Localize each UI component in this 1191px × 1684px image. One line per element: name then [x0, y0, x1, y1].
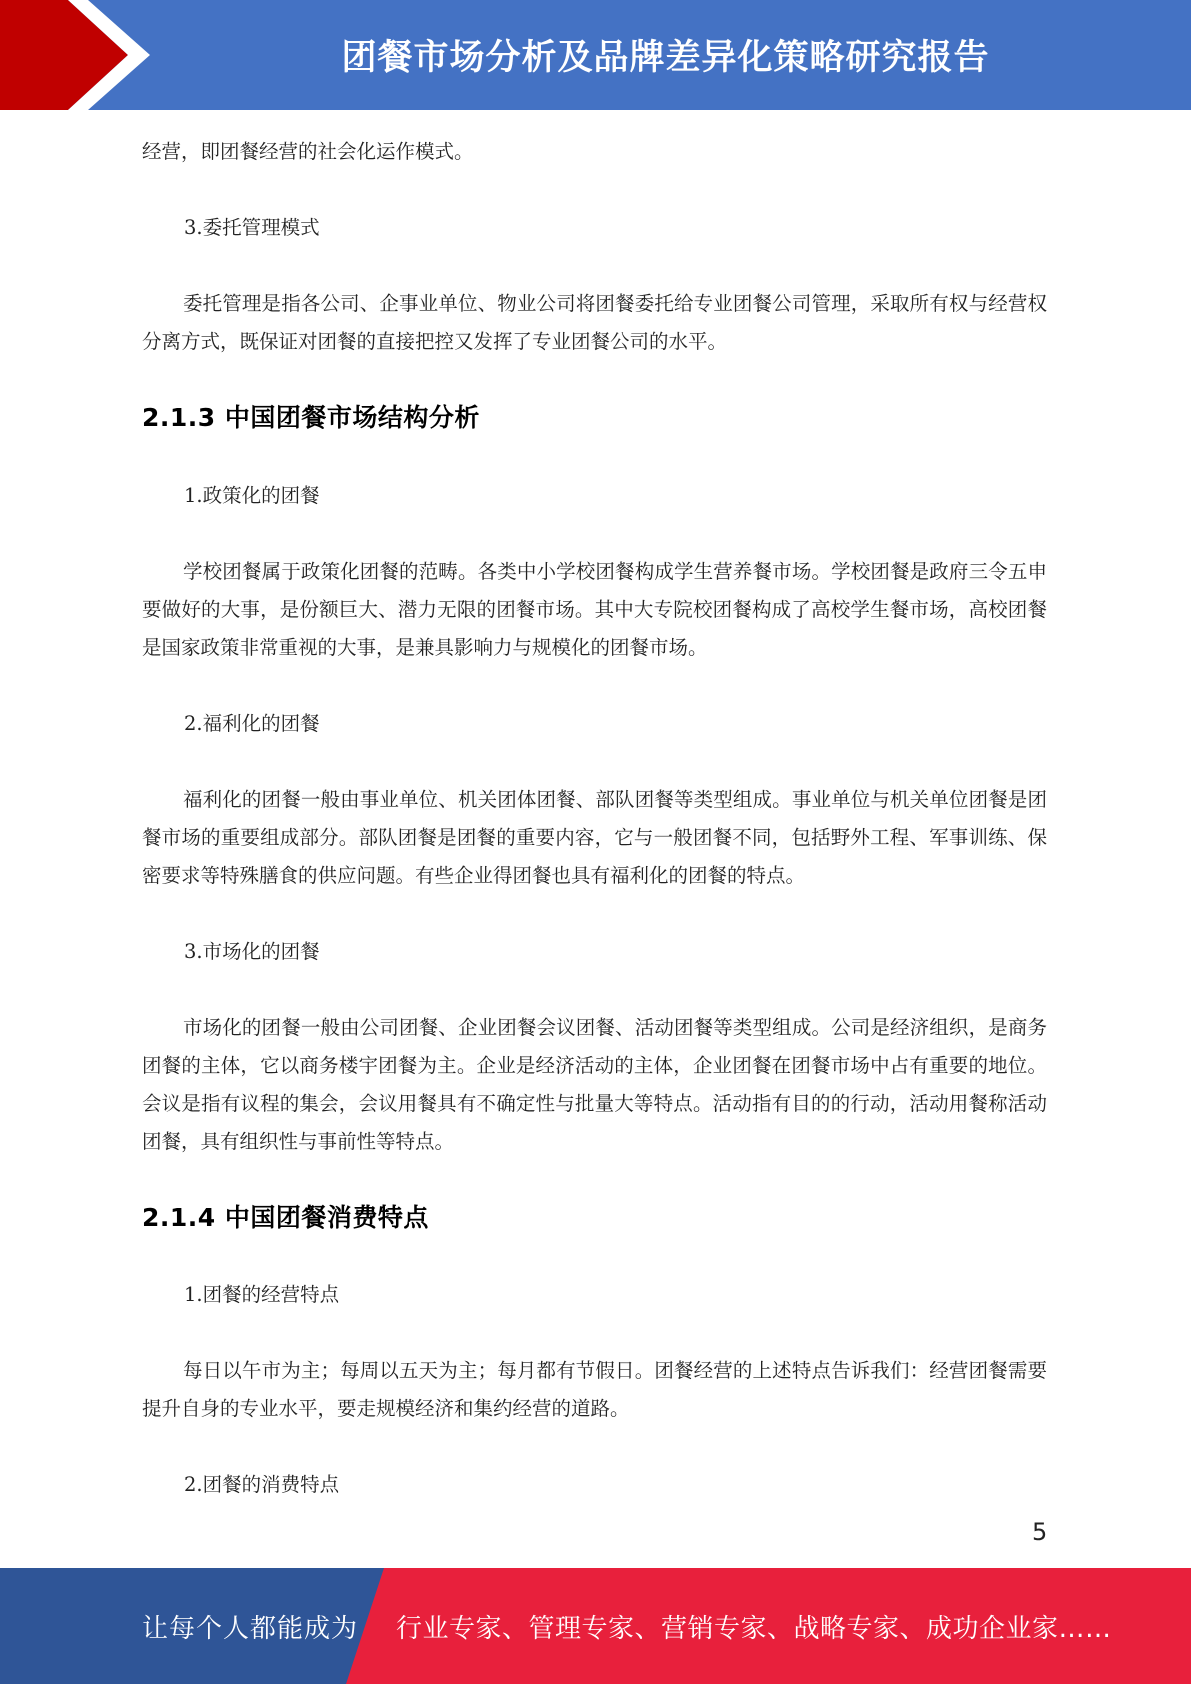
paragraph-operating-features: 每日以午市为主；每周以五天为主；每月都有节假日。团餐经营的上述特点告诉我们：经营团餐需要提升自身的专业水平，要走规模经济和集约经营的道路。	[142, 1359, 1047, 1420]
subheading-delegate-mode: 3.委托管理模式	[184, 216, 320, 239]
paragraph-delegate-mode: 委托管理是指各公司、企事业单位、物业公司将团餐委托给专业团餐公司管理，采取所有权与经营权分离方式，既保证对团餐的直接把控又发挥了专业团餐公司的水平。	[142, 292, 1047, 353]
paragraph-policy-catering: 学校团餐属于政策化团餐的范畴。各类中小学校团餐构成学生营养餐市场。学校团餐是政府三令五申要做好的大事，是份额巨大、潜力无限的团餐市场。其中大专院校团餐构成了高校学生餐市场，高校团餐是国家政策非常重视的大事，是兼具影响力与规模化的团餐市场。	[142, 560, 1047, 659]
report-title: 团餐市场分析及品牌差异化策略研究报告	[341, 38, 990, 78]
subheading-consumption-features: 2.团餐的消费特点	[184, 1473, 340, 1496]
page-number: 5	[1032, 1518, 1048, 1546]
section-heading-2-1-4: 2.1.4 中国团餐消费特点	[142, 1203, 429, 1232]
footer-slogan-right: 行业专家、管理专家、营销专家、战略专家、成功企业家……	[396, 1613, 1112, 1644]
subheading-operating-features: 1.团餐的经营特点	[184, 1283, 340, 1306]
paragraph-market-catering: 市场化的团餐一般由公司团餐、企业团餐会议团餐、活动团餐等类型组成。公司是经济组织，是商务团餐的主体，它以商务楼宇团餐为主。企业是经济活动的主体，企业团餐在团餐市场中占有重要的地位。会议是指有议程的集会，会议用餐具有不确定性与批量大等特点。活动指有目的的行动，活动用餐称活动团餐，具有组织性与事前性等特点。	[142, 1016, 1047, 1153]
paragraph-intro: 经营，即团餐经营的社会化运作模式。	[142, 140, 474, 163]
subheading-policy-catering: 1.政策化的团餐	[184, 484, 320, 507]
header-banner	[0, 0, 1191, 110]
paragraph-welfare-catering: 福利化的团餐一般由事业单位、机关团体团餐、部队团餐等类型组成。事业单位与机关单位团餐是团餐市场的重要组成部分。部队团餐是团餐的重要内容，它与一般团餐不同，包括野外工程、军事训练、保密要求等特殊膳食的供应问题。有些企业得团餐也具有福利化的团餐的特点。	[142, 788, 1047, 887]
subheading-market-catering: 3.市场化的团餐	[184, 940, 320, 963]
footer-banner	[0, 1568, 1191, 1684]
section-heading-2-1-3: 2.1.3 中国团餐市场结构分析	[142, 403, 480, 432]
subheading-welfare-catering: 2.福利化的团餐	[184, 712, 320, 735]
footer-slogan-left: 让每个人都能成为	[142, 1613, 359, 1644]
